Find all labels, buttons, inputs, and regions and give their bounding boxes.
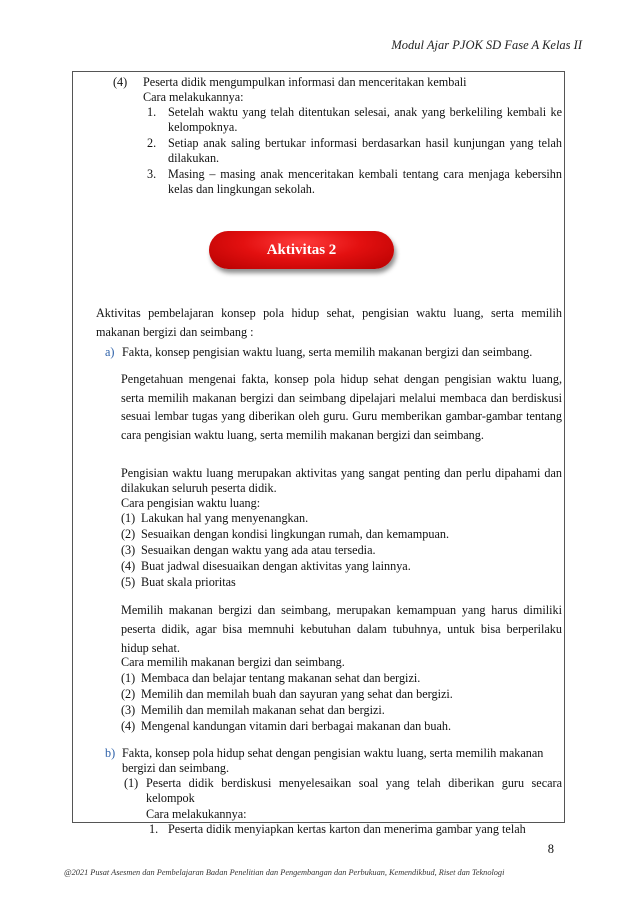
step-text: Peserta didik berdiskusi menyelesaikan soal yang telah diberikan guru secara kelompok <box>146 776 562 806</box>
list-number: 1. <box>147 105 157 119</box>
section-a-marker: a) <box>105 345 115 359</box>
list-number: (2) <box>121 527 136 541</box>
method-label: Cara melakukannya: <box>143 90 244 104</box>
list-item: Buat skala prioritas <box>141 575 236 589</box>
page-header-title: Modul Ajar PJOK SD Fase A Kelas II <box>391 38 582 52</box>
list-item: Lakukan hal yang menyenangkan. <box>141 511 309 525</box>
page-number: 8 <box>547 842 554 856</box>
list-item: Membaca dan belajar tentang makanan sehat dan bergizi. <box>141 671 421 685</box>
list-number: 3. <box>147 167 157 181</box>
list-number: (2) <box>121 687 136 701</box>
list-item: Peserta didik menyiapkan kertas karton dan menerima gambar yang telah <box>168 822 526 836</box>
list-number: (1) <box>121 671 136 685</box>
activity-badge-label: Aktivitas 2 <box>266 241 337 258</box>
list-item: Setelah waktu yang telah ditentukan selesai, anak yang berkeliling kembali ke kelompoknya. <box>168 105 562 135</box>
list-number: (5) <box>121 575 136 589</box>
step-number: (4) <box>113 75 128 89</box>
list-item: Sesuaikan dengan kondisi lingkungan rumah, dan kemampuan. <box>141 527 450 541</box>
page-footer: @2021 Pusat Asesmen dan Pembelajaran Badan Penelitian dan Pengembangan dan Perbukuan, Kemendikbud, Riset dan Teknologi <box>64 868 505 877</box>
section-b-title: Fakta, konsep pola hidup sehat dengan pengisian waktu luang, serta memilih makanan bergizi dan seimbang. <box>122 746 544 776</box>
list-item: Sesuaikan dengan waktu yang ada atau tersedia. <box>141 543 376 557</box>
method-label: Cara melakukannya: <box>146 807 247 821</box>
list-number: (3) <box>121 703 136 717</box>
list-number: 1. <box>149 822 159 836</box>
section-a-paragraph-3: Memilih makanan bergizi dan seimbang, merupakan kemampuan yang harus dimiliki peserta didik, agar bisa memnuhi kebutuhan dalam tubuhnya, untuk bisa berperilaku hidup sehat. <box>121 603 562 655</box>
list-number: (1) <box>121 511 136 525</box>
list-number: (4) <box>121 719 136 733</box>
section-a-paragraph-2: Pengisian waktu luang merupakan aktivitas yang sangat penting dan perlu dipahami dan dilakukan seluruh peserta didik. <box>121 466 562 496</box>
intro-paragraph: Aktivitas pembelajaran konsep pola hidup sehat, pengisian waktu luang, serta memilih makanan bergizi dan seimbang : <box>96 306 562 339</box>
step-title: Peserta didik mengumpulkan informasi dan menceritakan kembali <box>143 75 467 89</box>
list-item: Mengenal kandungan vitamin dari berbagai makanan dan buah. <box>141 719 451 733</box>
leisure-label: Cara pengisian waktu luang: <box>121 496 261 510</box>
list-item: Buat jadwal disesuaikan dengan aktivitas yang lainnya. <box>141 559 411 573</box>
content-frame <box>72 71 565 836</box>
list-number: 2. <box>147 136 157 150</box>
list-item: Memilih dan memilah buah dan sayuran yang sehat dan bergizi. <box>141 687 453 701</box>
list-item: Memilih dan memilah makanan sehat dan bergizi. <box>141 703 385 717</box>
list-number: (4) <box>121 559 136 573</box>
section-a-title: Fakta, konsep pengisian waktu luang, serta memilih makanan bergizi dan seimbang. <box>122 345 533 359</box>
list-item: Setiap anak saling bertukar informasi berdasarkan hasil kunjungan yang telah dilakukan. <box>168 136 562 166</box>
food-label: Cara memilih makanan bergizi dan seimbang. <box>121 655 345 669</box>
section-a-paragraph-1: Pengetahuan mengenai fakta, konsep pola hidup sehat dengan pengisian waktu luang, serta memilih makanan bergizi dan seimbang dipelajari melalui membaca dan berdiskusi sesuai lembar tugas yang diberikan oleh guru. Guru memberikan gambar-gambar tentang cara pengisian waktu luang, serta memilih makanan bergizi dan seimbang. <box>121 372 562 442</box>
section-b-marker: b) <box>105 746 116 760</box>
list-number: (3) <box>121 543 136 557</box>
list-item: Masing – masing anak menceritakan kembali tentang cara menjaga kebersihn kelas dan lingkungan sekolah. <box>168 167 562 197</box>
step-number: (1) <box>124 776 139 790</box>
activity-badge <box>209 231 394 269</box>
